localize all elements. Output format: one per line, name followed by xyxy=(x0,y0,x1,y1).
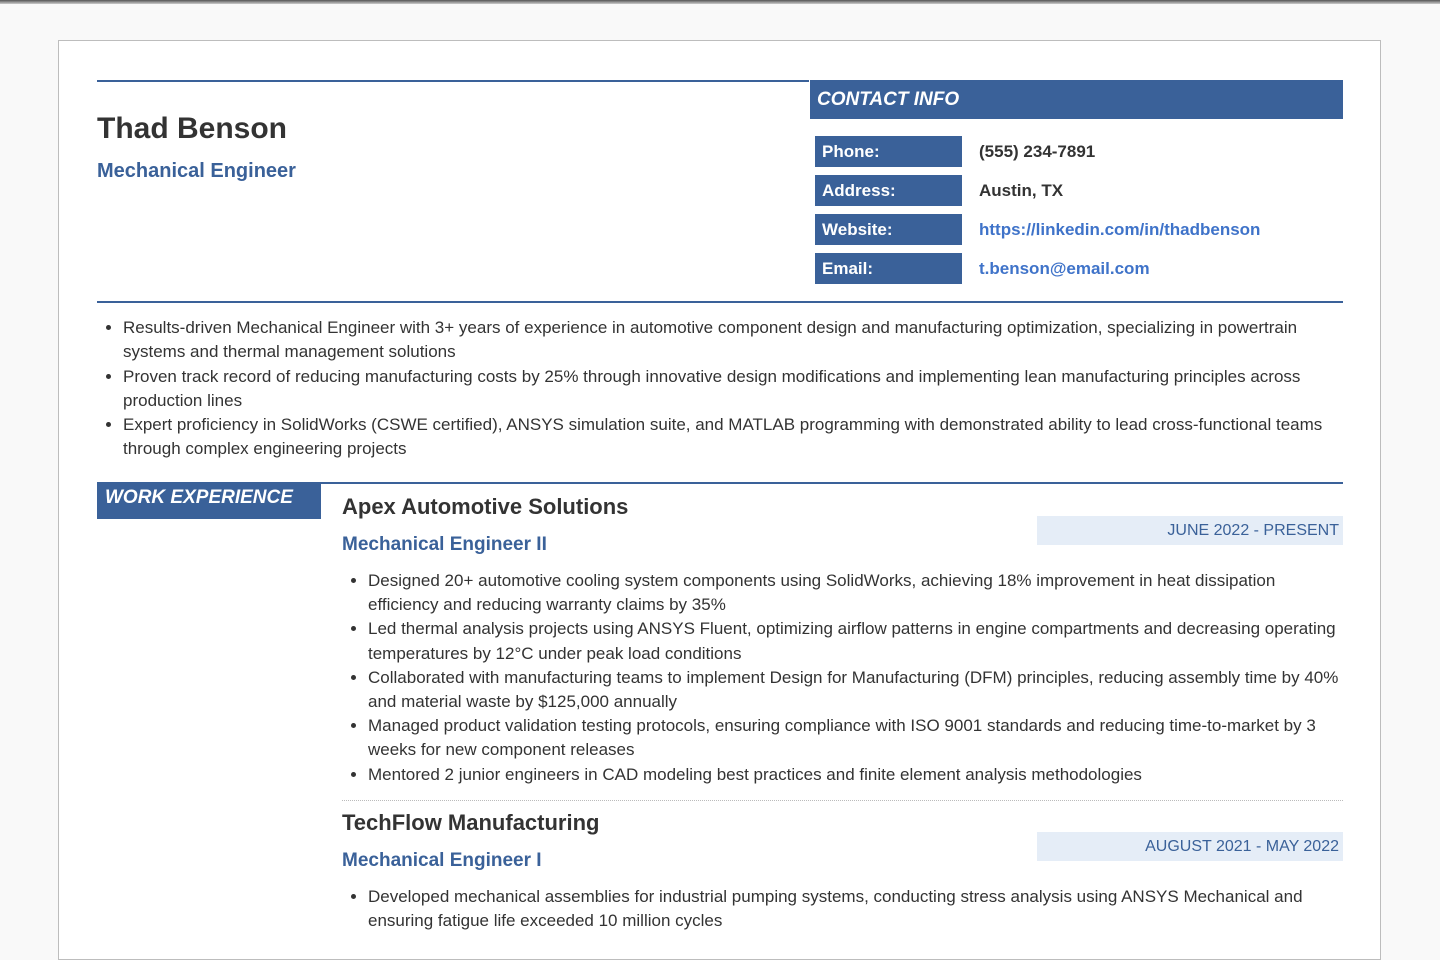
job-role: Mechanical Engineer II xyxy=(342,534,547,555)
contact-label: Website: xyxy=(815,214,962,245)
job-dates: AUGUST 2021 - MAY 2022 xyxy=(1037,832,1343,861)
job-bullet: • Collaborated with manufacturing teams to implement Design for Manufacturing (DFM) principles, reducing assembly time by 40% and material waste by $125,000 annually xyxy=(368,666,1343,714)
summary-item: • Proven track record of reducing manufacturing costs by 25% through innovative design modifications and implementing lean manufacturing principles across production lines xyxy=(123,365,1343,414)
resume-page xyxy=(58,40,1381,960)
resume-header xyxy=(97,80,1343,303)
contact-row-address xyxy=(815,175,1343,206)
job-divider xyxy=(342,800,1343,801)
work-experience-header: WORK EXPERIENCE xyxy=(97,484,321,519)
window-top-edge xyxy=(0,0,1440,4)
job-bullet: • Mentored 2 junior engineers in CAD modeling best practices and finite element analysis methodologies xyxy=(368,763,1343,787)
job-bullets xyxy=(342,569,1343,787)
candidate-name: Thad Benson xyxy=(97,112,288,145)
phone-value: (555) 234-7891 xyxy=(979,142,1096,161)
name-block xyxy=(97,80,809,303)
contact-row-email xyxy=(815,253,1343,284)
summary-list xyxy=(97,316,1343,462)
contact-label: Phone: xyxy=(815,136,962,167)
company-name: Apex Automotive Solutions xyxy=(342,494,629,519)
contact-row-phone xyxy=(815,136,1343,167)
contact-info-header: CONTACT INFO xyxy=(810,80,1343,119)
job-dates: JUNE 2022 - PRESENT xyxy=(1037,516,1343,545)
job-bullet: • Developed mechanical assemblies for industrial pumping systems, conducting stress analysis using ANSYS Mechanical and ensuring fatigue life exceeded 10 million cycles xyxy=(368,885,1343,933)
contact-row-website xyxy=(815,214,1343,245)
company-name: TechFlow Manufacturing xyxy=(342,810,600,835)
candidate-title: Mechanical Engineer xyxy=(97,160,296,182)
job-bullets xyxy=(342,885,1343,933)
summary-item: • Results-driven Mechanical Engineer with 3+ years of experience in automotive component design and manufacturing optimization, specializing in powertrain systems and thermal management solutions xyxy=(123,316,1343,365)
website-link[interactable]: https://linkedin.com/in/thadbenson xyxy=(979,220,1261,239)
job-bullet: • Managed product validation testing protocols, ensuring compliance with ISO 9001 standards and reducing time-to-market by 3 weeks for new component releases xyxy=(368,714,1343,762)
contact-label: Email: xyxy=(815,253,962,284)
contact-label: Address: xyxy=(815,175,962,206)
email-link[interactable]: t.benson@email.com xyxy=(979,259,1150,278)
job-role: Mechanical Engineer I xyxy=(342,850,542,871)
job-bullet: • Led thermal analysis projects using ANSYS Fluent, optimizing airflow patterns in engine compartments and decreasing operating temperatures by 12°C under peak load conditions xyxy=(368,617,1343,665)
job-bullet: • Designed 20+ automotive cooling system components using SolidWorks, achieving 18% improvement in heat dissipation efficiency and reducing warranty claims by 35% xyxy=(368,569,1343,617)
address-value: Austin, TX xyxy=(979,181,1064,200)
work-experience-section xyxy=(97,482,1343,931)
contact-info xyxy=(810,80,1343,278)
summary-item: • Expert proficiency in SolidWorks (CSWE certified), ANSYS simulation suite, and MATLAB programming with demonstrated ability to lead cross-functional teams through complex engineering projects xyxy=(123,413,1343,462)
